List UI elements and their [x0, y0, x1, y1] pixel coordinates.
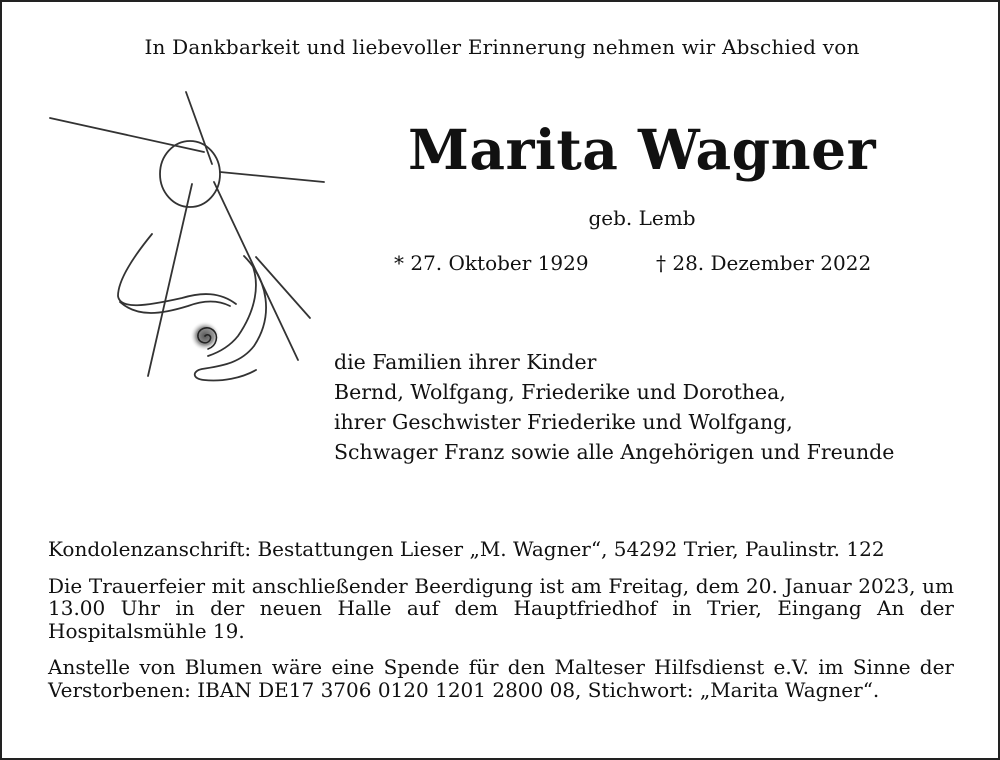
mourners-line: Bernd, Wolfgang, Friederike und Dorothea,: [334, 380, 786, 404]
intro-text: In Dankbarkeit und liebevoller Erinnerung nehmen wir Abschied von: [144, 35, 860, 59]
maiden-name: geb. Lemb: [588, 206, 696, 230]
mourners-list: [334, 347, 894, 467]
mourners-line: ihrer Geschwister Friederike und Wolfgang,: [334, 410, 793, 434]
line-drawing-figure-with-sun-and-spiral: [42, 84, 342, 394]
donation-info: Anstelle von Blumen wäre eine Spende für den Malteser Hilfsdienst e.V. im Sinne der Verstorbenen: IBAN DE17 3706 0120 1201 2800 08, Stichwort: „Marita Wagner“.: [48, 655, 954, 702]
birth-date: * 27. Oktober 1929: [394, 251, 589, 275]
funeral-info: Die Trauerfeier mit anschließender Beerdigung ist am Freitag, dem 20. Januar 2023, um 13.00 Uhr in der neuen Halle auf dem Hauptfriedhof in Trier, Eingang An der Hospitalsmühle 19.: [48, 573, 954, 643]
mourners-line: Schwager Franz sowie alle Angehörigen und Freunde: [334, 440, 895, 464]
mourners-line: die Familien ihrer Kinder: [334, 350, 597, 374]
condolence-address: Kondolenzanschrift: Bestattungen Lieser „M. Wagner“, 54292 Trier, Paulinstr. 122: [48, 537, 885, 561]
death-date: † 28. Dezember 2022: [656, 251, 872, 275]
deceased-name: Marita Wagner: [407, 117, 877, 182]
bottom-section: [48, 538, 954, 701]
